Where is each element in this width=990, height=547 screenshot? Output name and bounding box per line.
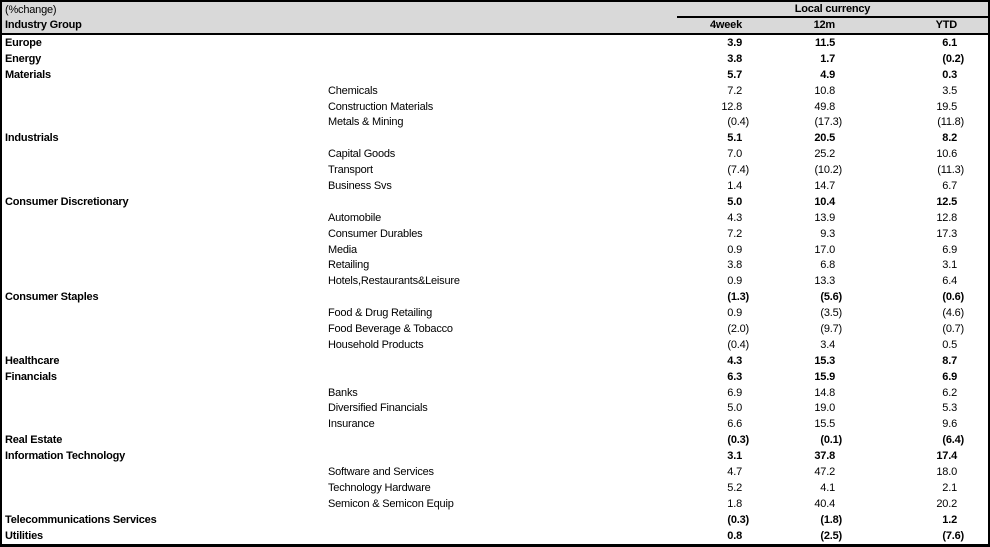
sub-industry-label: Food & Drug Retailing	[328, 307, 433, 320]
table-row-media	[2, 242, 988, 258]
header-row-columns	[2, 18, 988, 33]
value-cell-12m	[749, 339, 842, 351]
value-ytd: (7.6)	[942, 529, 964, 542]
value-cell-ytd	[842, 101, 964, 113]
value-ytd: 5.3	[942, 402, 957, 415]
value-12m: 19.0	[814, 402, 835, 415]
value-4week: 5.0	[727, 195, 742, 208]
value-ytd: (11.8)	[937, 116, 964, 129]
sub-industry-label: Banks	[328, 386, 358, 399]
value-cell-ytd	[842, 466, 964, 478]
sub-industry-label: Hotels,Restaurants&Leisure	[328, 275, 460, 288]
industry-group-header: Industry Group	[5, 19, 82, 31]
value-4week: 5.7	[727, 68, 742, 81]
value-ytd: 3.5	[942, 84, 957, 97]
value-ytd: 6.9	[942, 370, 957, 383]
value-12m: 10.8	[814, 84, 835, 97]
value-12m: 11.5	[814, 36, 835, 49]
local-currency-header: Local currency	[677, 2, 988, 18]
column-header-ytd-label: YTD	[935, 19, 957, 31]
value-ytd: 6.4	[942, 275, 957, 288]
table-row-construction-materials	[2, 99, 988, 115]
value-cell-ytd	[842, 450, 964, 462]
value-4week: (0.3)	[727, 513, 749, 526]
value-ytd: 0.3	[942, 68, 957, 81]
table-row-household-products	[2, 337, 988, 353]
value-12m: (5.6)	[820, 291, 842, 304]
value-cell-4week	[649, 434, 749, 446]
value-4week: 0.8	[727, 529, 742, 542]
sub-industry-label: Media	[328, 243, 357, 256]
value-cell-4week	[649, 418, 749, 430]
value-ytd: 8.7	[942, 354, 957, 367]
value-12m: 6.8	[820, 259, 835, 272]
value-cell-4week	[649, 530, 749, 542]
table-row-food-beverage-tobacco	[2, 321, 988, 337]
value-cell-12m	[749, 196, 842, 208]
value-cell-ytd	[842, 402, 964, 414]
value-cell-4week	[649, 164, 749, 176]
value-cell-12m	[749, 132, 842, 144]
value-cell-ytd	[842, 323, 964, 335]
sub-industry-label: Transport	[328, 164, 373, 177]
value-cell-12m	[749, 275, 842, 287]
value-ytd: 10.6	[936, 148, 957, 161]
value-ytd: 1.2	[942, 513, 957, 526]
value-cell-4week	[649, 307, 749, 319]
value-cell-4week	[649, 69, 749, 81]
value-cell-ytd	[842, 180, 964, 192]
table-row-energy	[2, 51, 988, 67]
value-cell-ytd	[842, 37, 964, 49]
value-ytd: 6.9	[942, 243, 957, 256]
value-4week: 6.3	[727, 370, 742, 383]
table-row-diversified-financials	[2, 400, 988, 416]
industry-group-label: Consumer Discretionary	[5, 195, 129, 208]
value-cell-4week	[649, 212, 749, 224]
value-ytd: 20.2	[936, 497, 957, 510]
sub-industry-label: Chemicals	[328, 84, 378, 97]
value-cell-ytd	[842, 339, 964, 351]
sub-industry-label: Household Products	[328, 338, 424, 351]
value-12m: 49.8	[814, 100, 835, 113]
value-4week: 4.3	[727, 354, 742, 367]
table-row-materials	[2, 67, 988, 83]
value-cell-12m	[749, 259, 842, 271]
value-cell-4week	[649, 101, 749, 113]
value-12m: 20.5	[814, 132, 835, 145]
table-row-business-svs	[2, 178, 988, 194]
value-cell-ytd	[842, 482, 964, 494]
value-cell-4week	[649, 116, 749, 128]
value-cell-ytd	[842, 514, 964, 526]
value-12m: 4.9	[820, 68, 835, 81]
value-cell-4week	[649, 275, 749, 287]
table-row-retailing	[2, 257, 988, 273]
industry-group-label: Materials	[5, 68, 51, 81]
value-cell-ytd	[842, 259, 964, 271]
value-4week: 12.8	[721, 100, 742, 113]
value-cell-ytd	[842, 132, 964, 144]
industry-group-label: Consumer Staples	[5, 291, 99, 304]
value-ytd: (6.4)	[942, 434, 964, 447]
value-cell-4week	[649, 53, 749, 65]
industry-group-label: Information Technology	[5, 450, 126, 463]
value-cell-12m	[749, 180, 842, 192]
value-cell-ytd	[842, 196, 964, 208]
table-row-software-and-services	[2, 464, 988, 480]
value-cell-4week	[649, 291, 749, 303]
value-4week: 1.4	[727, 179, 742, 192]
value-4week: 7.2	[727, 227, 742, 240]
value-12m: 10.4	[814, 195, 835, 208]
value-4week: 0.9	[727, 243, 742, 256]
value-cell-ytd	[842, 387, 964, 399]
value-ytd: 12.8	[936, 211, 957, 224]
value-cell-12m	[749, 498, 842, 510]
value-cell-12m	[749, 434, 842, 446]
value-4week: 6.9	[727, 386, 742, 399]
table-row-hotels-restaurants-leisure	[2, 273, 988, 289]
value-cell-4week	[649, 37, 749, 49]
value-ytd: (11.3)	[937, 164, 964, 177]
value-cell-12m	[749, 212, 842, 224]
value-ytd: 0.5	[942, 338, 957, 351]
value-cell-12m	[749, 291, 842, 303]
value-cell-4week	[649, 450, 749, 462]
sub-industry-label: Insurance	[328, 418, 375, 431]
value-cell-4week	[649, 196, 749, 208]
sub-industry-label: Construction Materials	[328, 100, 434, 113]
value-ytd: (0.7)	[942, 322, 964, 335]
value-cell-12m	[749, 530, 842, 542]
value-ytd: (4.6)	[942, 307, 964, 320]
value-cell-4week	[649, 355, 749, 367]
value-ytd: 6.2	[942, 386, 957, 399]
value-ytd: (0.2)	[942, 52, 964, 65]
value-cell-ytd	[842, 355, 964, 367]
table-row-automobile	[2, 210, 988, 226]
industry-group-label: Industrials	[5, 132, 59, 145]
value-cell-12m	[749, 116, 842, 128]
sub-industry-label: Software and Services	[328, 465, 434, 478]
value-cell-4week	[649, 85, 749, 97]
value-cell-12m	[749, 323, 842, 335]
value-cell-12m	[749, 466, 842, 478]
column-header-12m-label: 12m	[813, 19, 835, 31]
value-4week: 4.7	[727, 465, 742, 478]
value-4week: (0.3)	[727, 434, 749, 447]
value-cell-ytd	[842, 53, 964, 65]
value-12m: 40.4	[814, 497, 835, 510]
value-cell-12m	[749, 69, 842, 81]
value-cell-12m	[749, 418, 842, 430]
value-12m: 14.7	[814, 179, 835, 192]
value-cell-4week	[649, 323, 749, 335]
table-row-consumer-durables	[2, 226, 988, 242]
sub-industry-label: Technology Hardware	[328, 481, 431, 494]
industry-group-label: Healthcare	[5, 354, 60, 367]
sub-industry-label: Consumer Durables	[328, 227, 423, 240]
value-12m: (0.1)	[820, 434, 842, 447]
value-cell-ytd	[842, 228, 964, 240]
value-cell-12m	[749, 307, 842, 319]
value-12m: 17.0	[814, 243, 835, 256]
table-row-technology-hardware	[2, 480, 988, 496]
value-cell-ytd	[842, 371, 964, 383]
value-12m: 47.2	[814, 465, 835, 478]
value-4week: 5.2	[727, 481, 742, 494]
sub-industry-label: Capital Goods	[328, 148, 396, 161]
column-header-4week	[649, 18, 749, 33]
sub-industry-label: Business Svs	[328, 179, 392, 192]
value-12m: 14.8	[814, 386, 835, 399]
value-12m: 13.9	[814, 211, 835, 224]
column-header-ytd	[842, 18, 964, 33]
table-body	[2, 35, 988, 544]
sub-industry-label: Metals & Mining	[328, 116, 404, 129]
value-12m: (9.7)	[820, 322, 842, 335]
value-12m: 37.8	[814, 450, 835, 463]
table-row-utilities	[2, 528, 988, 544]
table-row-transport	[2, 162, 988, 178]
value-12m: 25.2	[814, 148, 835, 161]
value-ytd: 9.6	[942, 418, 957, 431]
table-row-industrials	[2, 130, 988, 146]
value-ytd: 17.3	[936, 227, 957, 240]
value-4week: 5.1	[727, 132, 742, 145]
value-12m: (1.8)	[820, 513, 842, 526]
table-row-information-technology	[2, 448, 988, 464]
value-ytd: 8.2	[942, 132, 957, 145]
table-row-insurance	[2, 416, 988, 432]
table-row-consumer-discretionary	[2, 194, 988, 210]
table-row-consumer-staples	[2, 289, 988, 305]
header-end-spacer	[964, 18, 988, 33]
value-4week: 7.2	[727, 84, 742, 97]
column-header-12m	[749, 18, 842, 33]
value-12m: 15.3	[814, 354, 835, 367]
sub-industry-label: Semicon & Semicon Equip	[328, 497, 454, 510]
value-4week: 1.8	[727, 497, 742, 510]
sub-industry-label: Retailing	[328, 259, 370, 272]
value-4week: 0.9	[727, 307, 742, 320]
value-cell-4week	[649, 132, 749, 144]
value-cell-ytd	[842, 530, 964, 542]
value-cell-4week	[649, 339, 749, 351]
value-cell-12m	[749, 387, 842, 399]
value-cell-12m	[749, 101, 842, 113]
value-4week: (0.4)	[727, 116, 749, 129]
value-cell-4week	[649, 387, 749, 399]
value-cell-ytd	[842, 434, 964, 446]
value-cell-12m	[749, 355, 842, 367]
value-cell-12m	[749, 164, 842, 176]
value-cell-ytd	[842, 148, 964, 160]
value-cell-ytd	[842, 498, 964, 510]
table-row-banks	[2, 385, 988, 401]
value-cell-12m	[749, 148, 842, 160]
value-cell-12m	[749, 228, 842, 240]
table-row-semicon-semicon-equip	[2, 496, 988, 512]
value-cell-4week	[649, 244, 749, 256]
value-cell-ytd	[842, 164, 964, 176]
value-cell-4week	[649, 514, 749, 526]
value-ytd: 3.1	[942, 259, 957, 272]
value-12m: (17.3)	[814, 116, 842, 129]
value-cell-4week	[649, 466, 749, 478]
value-cell-ytd	[842, 116, 964, 128]
value-4week: 6.6	[727, 418, 742, 431]
value-ytd: (0.6)	[942, 291, 964, 304]
value-cell-12m	[749, 53, 842, 65]
value-cell-4week	[649, 180, 749, 192]
value-cell-ytd	[842, 212, 964, 224]
table-row-healthcare	[2, 353, 988, 369]
value-12m: 9.3	[820, 227, 835, 240]
value-cell-12m	[749, 85, 842, 97]
value-12m: (2.5)	[820, 529, 842, 542]
value-cell-ytd	[842, 418, 964, 430]
value-4week: 3.8	[727, 259, 742, 272]
value-4week: (2.0)	[727, 322, 749, 335]
value-ytd: 2.1	[942, 481, 957, 494]
industry-group-label: Europe	[5, 36, 42, 49]
value-4week: (0.4)	[727, 338, 749, 351]
industry-group-label: Energy	[5, 52, 42, 65]
value-12m: 3.4	[820, 338, 835, 351]
value-4week: 5.0	[727, 402, 742, 415]
value-cell-12m	[749, 244, 842, 256]
value-cell-12m	[749, 482, 842, 494]
table-row-metals-mining	[2, 114, 988, 130]
value-cell-12m	[749, 450, 842, 462]
value-12m: 1.7	[820, 52, 835, 65]
value-cell-4week	[649, 371, 749, 383]
table-row-chemicals	[2, 83, 988, 99]
value-12m: (3.5)	[820, 307, 842, 320]
value-4week: 4.3	[727, 211, 742, 224]
value-cell-12m	[749, 37, 842, 49]
value-cell-ytd	[842, 275, 964, 287]
value-ytd: 18.0	[936, 465, 957, 478]
value-cell-12m	[749, 514, 842, 526]
value-12m: 4.1	[820, 481, 835, 494]
value-cell-4week	[649, 482, 749, 494]
value-4week: 7.0	[727, 148, 742, 161]
value-12m: (10.2)	[814, 164, 842, 177]
table-header	[2, 2, 988, 35]
value-cell-ytd	[842, 69, 964, 81]
value-cell-4week	[649, 498, 749, 510]
industry-group-label: Utilities	[5, 529, 43, 542]
value-4week: 3.9	[727, 36, 742, 49]
sub-industry-label: Automobile	[328, 211, 382, 224]
value-cell-12m	[749, 371, 842, 383]
value-cell-ytd	[842, 244, 964, 256]
value-cell-ytd	[842, 307, 964, 319]
value-12m: 15.9	[814, 370, 835, 383]
value-cell-4week	[649, 259, 749, 271]
value-4week: (1.3)	[727, 291, 749, 304]
table-row-telecommunications-services	[2, 512, 988, 528]
column-header-4week-label: 4week	[709, 19, 742, 31]
industry-group-label: Real Estate	[5, 434, 63, 447]
header-row-currency	[2, 2, 988, 18]
value-cell-4week	[649, 228, 749, 240]
value-cell-4week	[649, 148, 749, 160]
value-cell-12m	[749, 402, 842, 414]
industry-group-label: Financials	[5, 370, 57, 383]
value-12m: 13.3	[814, 275, 835, 288]
value-cell-ytd	[842, 291, 964, 303]
industry-group-label: Telecommunications Services	[5, 513, 157, 526]
value-4week: 0.9	[727, 275, 742, 288]
value-4week: 3.8	[727, 52, 742, 65]
sub-industry-label: Diversified Financials	[328, 402, 428, 415]
value-4week: 3.1	[727, 450, 742, 463]
table-row-real-estate	[2, 432, 988, 448]
value-cell-4week	[649, 402, 749, 414]
table-row-financials	[2, 369, 988, 385]
value-ytd: 12.5	[936, 195, 957, 208]
table-row-europe	[2, 35, 988, 51]
value-4week: (7.4)	[727, 164, 749, 177]
sub-industry-label: Food Beverage & Tobacco	[328, 322, 453, 335]
value-ytd: 6.1	[942, 36, 957, 49]
value-12m: 15.5	[814, 418, 835, 431]
table-row-capital-goods	[2, 146, 988, 162]
value-ytd: 19.5	[936, 100, 957, 113]
value-ytd: 6.7	[942, 179, 957, 192]
percent-change-label: (%change)	[5, 4, 57, 16]
value-ytd: 17.4	[936, 450, 957, 463]
value-cell-ytd	[842, 85, 964, 97]
table-row-food-drug-retailing	[2, 305, 988, 321]
